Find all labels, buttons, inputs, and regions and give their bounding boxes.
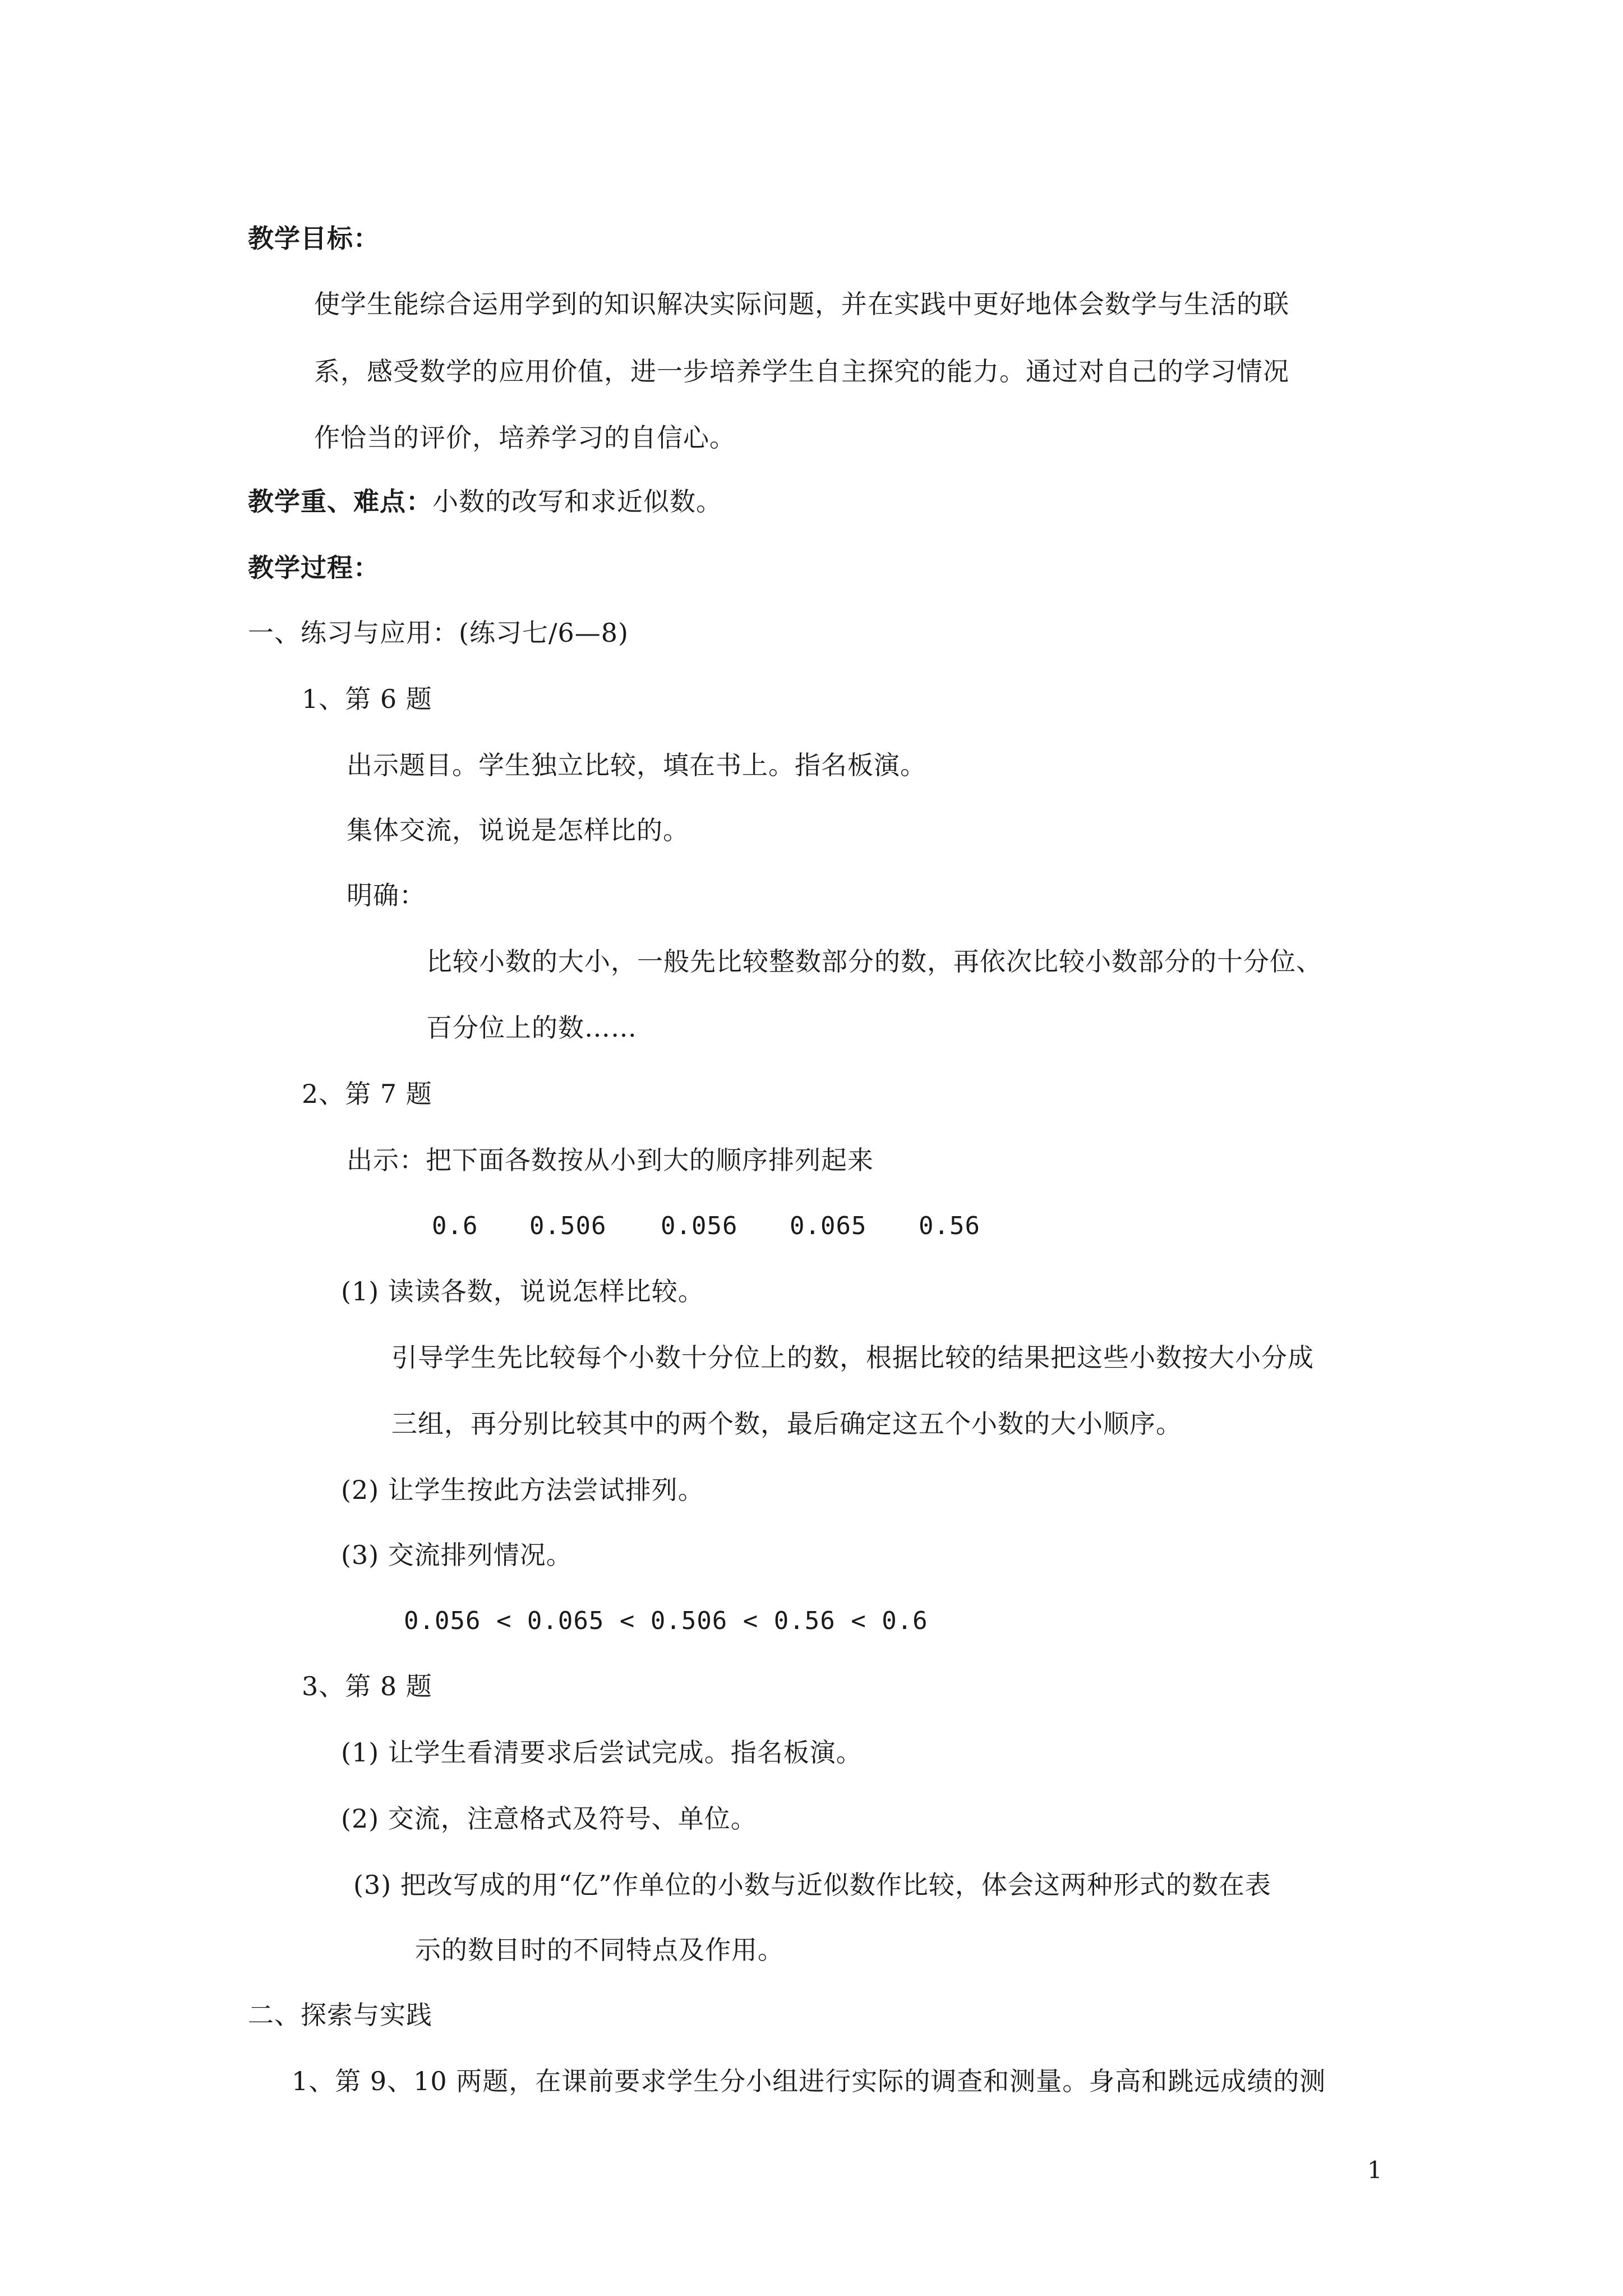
- q6-line-1: 出示题目。学生独立比较，填在书上。指名板演。: [347, 750, 926, 780]
- section2-title: 二、探索与实践: [248, 2000, 432, 2030]
- section1-title: 一、练习与应用：(练习七/6—8): [248, 618, 629, 648]
- q7-title: 2、第 7 题: [302, 1079, 432, 1109]
- q6-line-3: 明确：: [347, 880, 426, 910]
- q7-step-1-detail-1: 引导学生先比较每个小数十分位上的数，根据比较的结果把这些小数按大小分成: [391, 1342, 1314, 1373]
- objectives-heading: 教学目标：: [248, 223, 380, 254]
- q7-answer: 0.056 < 0.065 < 0.506 < 0.56 < 0.6: [404, 1607, 928, 1635]
- q6-conclusion-2: 百分位上的数……: [426, 1013, 637, 1043]
- key-points-text: 小数的改写和求近似数。: [432, 486, 722, 517]
- section2-line-1: 1、第 9、10 两题，在课前要求学生分小组进行实际的调查和测量。身高和跳远成绩的测: [292, 2066, 1326, 2096]
- q8-title: 3、第 8 题: [302, 1671, 432, 1701]
- objectives-line-3: 作恰当的评价，培养学习的自信心。: [314, 422, 736, 453]
- q6-line-2: 集体交流，说说是怎样比的。: [347, 815, 689, 845]
- objectives-line-1: 使学生能综合运用学到的知识解决实际问题，并在实践中更好地体会数学与生活的联: [314, 289, 1289, 319]
- q6-conclusion-1: 比较小数的大小，一般先比较整数部分的数，再依次比较小数部分的十分位、: [426, 946, 1322, 977]
- q7-number: 0.6: [432, 1212, 478, 1240]
- process-heading: 教学过程：: [248, 553, 380, 583]
- q7-step-1-detail-2: 三组，再分别比较其中的两个数，最后确定这五个小数的大小顺序。: [391, 1409, 1182, 1439]
- q7-step-1: (1) 读读各数，说说怎样比较。: [341, 1276, 704, 1306]
- key-points-label: 教学重、难点：: [248, 486, 432, 517]
- q7-number: 0.506: [529, 1212, 607, 1240]
- q8-step-1: (1) 让学生看清要求后尝试完成。指名板演。: [341, 1737, 863, 1768]
- q7-step-2: (2) 让学生按此方法尝试排列。: [341, 1475, 704, 1505]
- q8-step-3-line-1: (3) 把改写成的用“亿”作单位的小数与近似数作比较，体会这两种形式的数在表: [353, 1870, 1271, 1900]
- q7-prompt: 出示：把下面各数按从小到大的顺序排列起来: [347, 1145, 874, 1175]
- q7-number: 0.56: [919, 1212, 980, 1240]
- q6-title: 1、第 6 题: [302, 684, 432, 714]
- q7-step-3: (3) 交流排列情况。: [341, 1540, 573, 1570]
- q8-step-2: (2) 交流，注意格式及符号、单位。: [341, 1803, 757, 1834]
- q8-step-3-line-2: 示的数目时的不同特点及作用。: [415, 1935, 784, 1965]
- objectives-line-2: 系，感受数学的应用价值，进一步培养学生自主探究的能力。通过对自己的学习情况: [314, 356, 1289, 386]
- q7-number: 0.065: [790, 1212, 867, 1240]
- key-points-line: [248, 485, 722, 518]
- page-number: 1: [1367, 2156, 1382, 2184]
- q7-number: 0.056: [661, 1212, 738, 1240]
